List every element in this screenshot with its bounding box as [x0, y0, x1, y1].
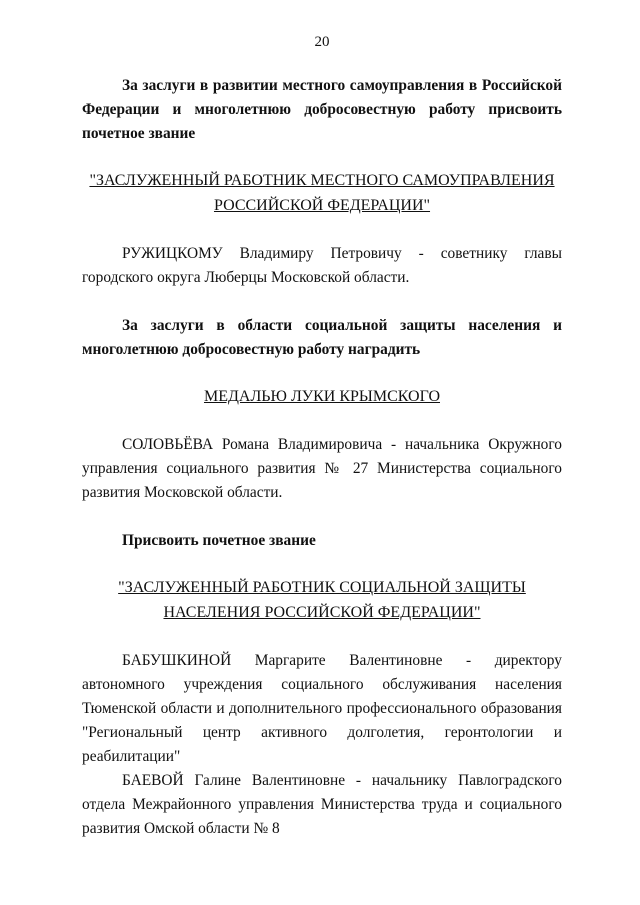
title-line: РОССИЙСКОЙ ФЕДЕРАЦИИ" — [213, 197, 431, 214]
title-line: "ЗАСЛУЖЕННЫЙ РАБОТНИК СОЦИАЛЬНОЙ ЗАЩИТЫ — [118, 579, 526, 596]
awardee-paragraph: БАБУШКИНОЙ Маргарите Валентиновне - директору автономного учреждения социального обслуживания населения Тюменской области и дополнительного профессионального образования "Региональный центр активного долголетия, геронтологии и реабилитации" — [82, 652, 562, 765]
awardee-paragraph: РУЖИЦКОМУ Владимиру Петровичу - советнику главы городского округа Люберцы Московской области. — [82, 245, 562, 286]
title-line: МЕДАЛЬЮ ЛУКИ КРЫМСКОГО — [203, 388, 440, 405]
award-preamble-local-government: За заслуги в развитии местного самоуправления в Российской Федерации и многолетнюю добросовестную работу присвоить почетное звание — [82, 77, 562, 142]
title-line: НАСЕЛЕНИЯ РОССИЙСКОЙ ФЕДЕРАЦИИ" — [163, 604, 481, 621]
title-honored-local-government-worker — [82, 168, 562, 218]
awardee-paragraph: СОЛОВЬЁВА Романа Владимировича - начальника Окружного управления социального развития № 27 Министерства социального развития Московской области. — [82, 436, 562, 501]
page-number: 20 — [314, 34, 330, 50]
award-preamble-social-protection: За заслуги в области социальной защиты населения и многолетнюю добросовестную работу наградить — [82, 317, 562, 358]
title-line: "ЗАСЛУЖЕННЫЙ РАБОТНИК МЕСТНОГО САМОУПРАВЛЕНИЯ — [89, 172, 555, 189]
title-honored-social-protection-worker — [82, 575, 562, 625]
title-luka-krymsky-medal — [82, 384, 562, 409]
awardee-paragraph: БАЕВОЙ Галине Валентиновне - начальнику Павлоградского отдела Межрайонного управления Министерства труда и социального развития Омской области № 8 — [82, 772, 562, 837]
award-preamble-honorary-title: Присвоить почетное звание — [122, 532, 316, 549]
